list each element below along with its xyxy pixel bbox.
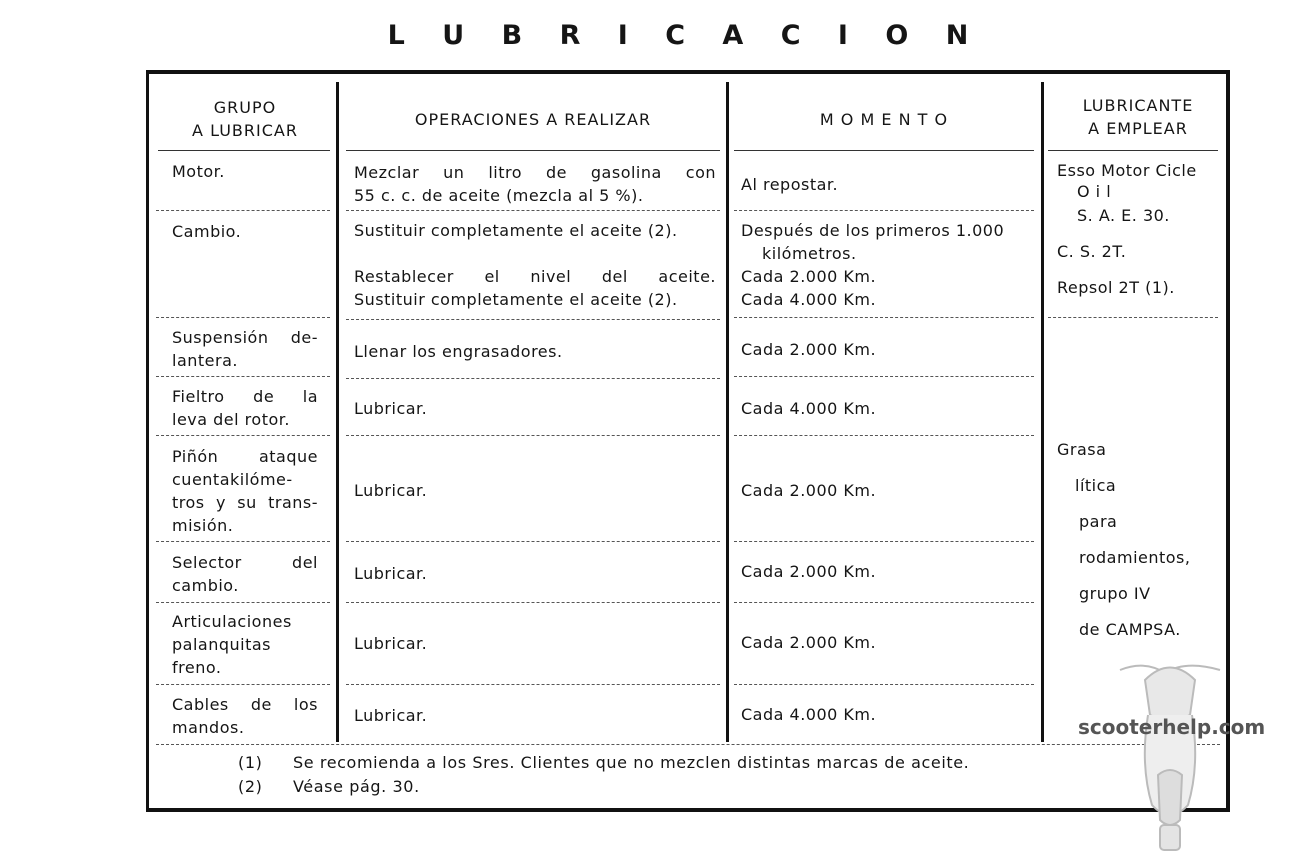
row-separator: [156, 210, 330, 212]
row-separator: [346, 602, 720, 604]
header-rule: [734, 150, 1034, 152]
header-momento: M O M E N T O: [819, 110, 949, 129]
row-fieltro-grupo: [172, 385, 318, 431]
row-selector-ops: Lubricar.: [354, 564, 428, 583]
header-operaciones: OPERACIONES A REALIZAR: [414, 110, 652, 129]
row-separator: [156, 435, 330, 437]
row-motor-grupo: Motor.: [172, 162, 225, 181]
row-separator: [734, 684, 1034, 686]
row-separator: [1048, 317, 1218, 319]
lubricante-grasa: [1057, 432, 1227, 648]
lubricante-line: grupo IV: [1079, 584, 1151, 603]
page-title: L U B R I C A C I O N: [387, 20, 983, 51]
row-separator: [156, 541, 330, 543]
grupo-line: lantera.: [172, 351, 238, 370]
row-separator: [346, 541, 720, 543]
row-cables-grupo: [172, 693, 318, 739]
row-separator: [734, 317, 1034, 319]
ops-line: Mezclar un litro de gasolina con: [354, 163, 716, 182]
row-cambio-momento: [741, 219, 1031, 311]
footnote-1: [238, 751, 969, 774]
momento-line: kilómetros.: [762, 244, 857, 263]
header-lubricante-line2: A EMPLEAR: [1088, 119, 1188, 138]
grupo-line: Articulaciones: [172, 612, 292, 631]
lubricante-line: de CAMPSA.: [1079, 620, 1181, 639]
row-pinon-momento: Cada 2.000 Km.: [741, 481, 877, 500]
momento-line: Cada 2.000 Km.: [741, 267, 877, 286]
lubricante-line: rodamientos,: [1079, 548, 1191, 567]
header-grupo: [160, 96, 330, 142]
grupo-line: palanquitas: [172, 635, 272, 654]
lubricante-line: para: [1079, 512, 1118, 531]
grupo-line: leva del rotor.: [172, 410, 290, 429]
row-separator: [156, 376, 330, 378]
footnote-text: Véase pág. 30.: [293, 777, 420, 796]
header-rule: [1048, 150, 1218, 152]
grupo-line: Fieltro de la: [172, 387, 318, 406]
row-separator: [346, 319, 720, 321]
grupo-line: cuentakilóme-: [172, 470, 293, 489]
column-divider: [336, 82, 339, 742]
watermark-text: scooterhelp.com: [1078, 715, 1266, 739]
ops-line: Sustituir completamente el aceite (2).: [354, 290, 678, 309]
grupo-line: Cables de los: [172, 695, 318, 714]
row-separator: [346, 378, 720, 380]
row-cambio-grupo: Cambio.: [172, 222, 242, 241]
lubricante-line: Esso Motor Cicle: [1057, 161, 1197, 180]
momento-line: Después de los primeros 1.000: [741, 221, 1005, 240]
row-separator: [734, 210, 1034, 212]
header-grupo-line1: GRUPO: [213, 98, 277, 117]
column-divider: [726, 82, 729, 742]
grupo-line: cambio.: [172, 576, 239, 595]
row-fieltro-momento: Cada 4.000 Km.: [741, 399, 877, 418]
lubricante-line: O i l: [1077, 182, 1112, 201]
row-pinon-ops: Lubricar.: [354, 481, 428, 500]
row-separator: [156, 684, 330, 686]
row-separator: [156, 317, 330, 319]
row-separator: [346, 210, 720, 212]
lubricante-oil: [1057, 159, 1227, 299]
row-motor-momento: Al repostar.: [741, 175, 839, 194]
header-lubricante-line1: LUBRICANTE: [1082, 96, 1194, 115]
header-rule: [346, 150, 720, 152]
header-rule: [158, 150, 330, 152]
row-selector-grupo: [172, 551, 318, 597]
row-separator: [734, 435, 1034, 437]
lubricante-line: lítica: [1075, 476, 1117, 495]
grupo-line: misión.: [172, 516, 234, 535]
lubricante-line: C. S. 2T.: [1057, 242, 1127, 261]
footnote-number: (1): [238, 753, 263, 772]
header-grupo-line2: A LUBRICAR: [192, 121, 298, 140]
ops-line: 55 c. c. de aceite (mezcla al 5 %).: [354, 186, 644, 205]
grupo-line: Suspensión de-: [172, 328, 318, 347]
row-separator: [734, 541, 1034, 543]
header-lubricante: [1048, 94, 1228, 140]
grupo-line: tros y su trans-: [172, 493, 318, 512]
row-cambio-ops: [354, 219, 716, 311]
row-articulaciones-ops: Lubricar.: [354, 634, 428, 653]
footnote-separator: [156, 744, 1220, 746]
row-separator: [346, 435, 720, 437]
lubricante-line: Repsol 2T (1).: [1057, 278, 1175, 297]
row-separator: [346, 684, 720, 686]
lubricante-line: Grasa: [1057, 440, 1107, 459]
grupo-line: Selector del: [172, 553, 318, 572]
ops-line: Sustituir completamente el aceite (2).: [354, 221, 678, 240]
grupo-line: mandos.: [172, 718, 245, 737]
lubricante-line: S. A. E. 30.: [1077, 206, 1170, 225]
footnote-number: (2): [238, 777, 263, 796]
row-pinon-grupo: [172, 445, 318, 537]
row-suspension-momento: Cada 2.000 Km.: [741, 340, 877, 359]
row-fieltro-ops: Lubricar.: [354, 399, 428, 418]
momento-line: Cada 4.000 Km.: [741, 290, 877, 309]
row-suspension-grupo: [172, 326, 318, 372]
footnote-text: Se recomienda a los Sres. Clientes que no mezclen distintas marcas de aceite.: [293, 753, 970, 772]
row-articulaciones-momento: Cada 2.000 Km.: [741, 633, 877, 652]
row-suspension-ops: Llenar los engrasadores.: [354, 342, 563, 361]
row-articulaciones-grupo: [172, 610, 318, 679]
row-cables-momento: Cada 4.000 Km.: [741, 705, 877, 724]
ops-line: Restablecer el nivel del aceite.: [354, 267, 716, 286]
row-separator: [734, 602, 1034, 604]
grupo-line: Piñón ataque: [172, 447, 318, 466]
row-separator: [734, 376, 1034, 378]
scooter-watermark-icon: [1110, 655, 1230, 855]
footnote-2: [238, 775, 420, 798]
row-selector-momento: Cada 2.000 Km.: [741, 562, 877, 581]
column-divider: [1041, 82, 1044, 742]
row-cables-ops: Lubricar.: [354, 706, 428, 725]
grupo-line: freno.: [172, 658, 222, 677]
row-separator: [156, 602, 330, 604]
row-motor-ops: [354, 161, 716, 207]
